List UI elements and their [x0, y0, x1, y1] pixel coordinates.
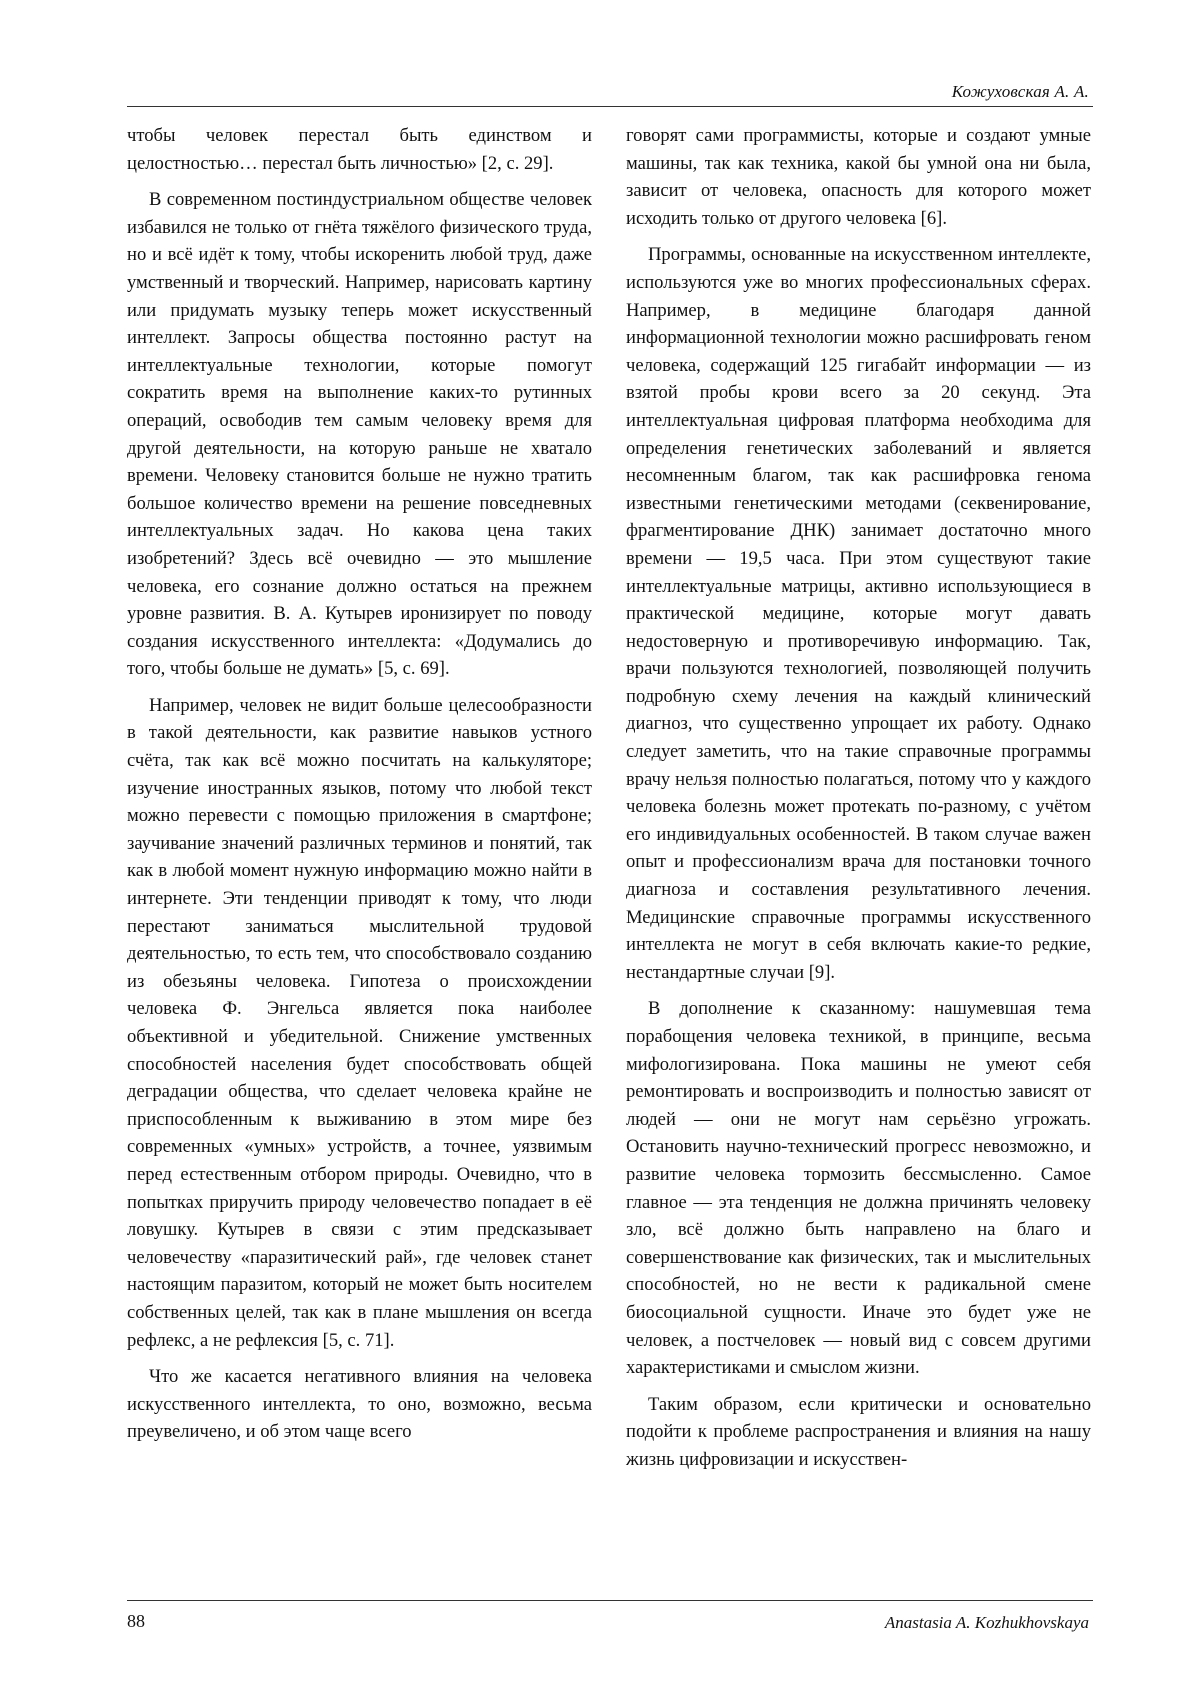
footer-author: Anastasia A. Kozhukhovskaya — [884, 1613, 1089, 1632]
paragraph: Что же касается негативного влияния на человека искусственного интеллекта, то оно, возможно, весьма преувеличено, и об этом чаще всего — [127, 1366, 592, 1443]
page-number: 88 — [127, 1611, 145, 1631]
paragraph: В современном постиндустриальном обществе человек избавился не только от гнёта тяжёлого физического труда, но и всё идёт к тому, чтобы искоренить любой труд, даже умственный и творческий. Например, нарисовать картину или придумать музыку теперь может искусственный интеллект. Запросы общества постоянно растут на интеллектуальные технологии, которые помогут сократить время на выполнение каких-то рутинных операций, освободив тем самым человеку время для другой деятельности, на которую раньше не хватало времени. Человеку становится больше не нужно тратить большое количество времени на решение повседневных интеллектуальных задач. Но какова цена таких изобретений? Здесь всё очевидно — это мышление человека, его сознание должно остаться на прежнем уровне развития. В. А. Кутырев иронизирует по поводу создания искусственного интеллекта: «Додумались до того, чтобы больше не думать» [5, с. 69]. — [127, 189, 592, 680]
left-column — [127, 122, 592, 1446]
paragraph: Например, человек не видит больше целесообразности в такой деятельности, как развитие навыков устного счёта, так как всё можно посчитать на калькуляторе; изучение иностранных языков, потому что любой текст можно перевести с помощью приложения в смартфоне; заучивание значений различных терминов и понятий, так как в любой момент нужную информацию можно найти в интернете. Эти тенденции приводят к тому, что люди перестают заниматься мыслительной трудовой деятельностью, то есть тем, что способствовало созданию из обезьяны человека. Гипотеза о происхождении человека Ф. Энгельса является пока наиболее объективной и убедительной. Снижение умственных способностей населения будет способствовать общей деградации общества, что сделает человека крайне не приспособленным к выживанию в этом мире без современных «умных» устройств, а точнее, уязвимым перед естественным отбором природы. Очевидно, что в попытках приручить природу человечество попадает в её ловушку. Кутырев в связи с этим предсказывает человечеству «паразитический рай», где человек станет настоящим паразитом, который не может быть носителем собственных целей, так как в плане мышления он всегда рефлекс, а не рефлексия [5, с. 71]. — [127, 694, 592, 1351]
paragraph: В дополнение к сказанному: нашумевшая тема порабощения человека техникой, в принципе, весьма мифологизирована. Пока машины не умеют себя ремонтировать и воспроизводить и полностью зависят от людей — они не могут нам серьёзно угрожать. Остановить научно-технический прогресс невозможно, и развитие человека тормозить бессмысленно. Самое главное — эта тенденция не должна причинять человеку зло, всё должно быть направлено на благо и совершенствование как физических, так и мыслительных способностей, но не вести к радикальной смене биосоциальной сущности. Иначе это будет уже не человек, а постчеловек — новый вид с совсем другими характеристиками и смыслом жизни. — [626, 998, 1091, 1379]
paragraph: чтобы человек перестал быть единством и целостностью… перестал быть личностью» [2, с. 29]. — [127, 125, 592, 174]
paragraph: Таким образом, если критически и основательно подойти к проблеме распространения и влияния на нашу жизнь цифровизации и искусствен- — [626, 1393, 1091, 1470]
header-author: Кожуховская А. А. — [951, 82, 1089, 101]
right-column — [626, 122, 1091, 1474]
paragraph: Программы, основанные на искусственном интеллекте, используются уже во многих профессиональных сферах. Например, в медицине благодаря данной информационной технологии можно расшифровать геном человека, содержащий 125 гигабайт информации — из взятой пробы крови всего за 20 секунд. Эта интеллектуальная цифровая платформа необходима для определения генетических заболеваний и является несомненным благом, так как расшифровка генома известными генетическими методами (секвенирование, фрагментирование ДНК) занимает достаточно много времени — 19,5 часа. При этом существуют такие интеллектуальные матрицы, активно использующиеся в практической медицине, которые могут давать недостоверную и противоречивую информацию. Так, врачи пользуются технологией, позволяющей получить подробную схему лечения на каждый клинический диагноз, что существенно упрощает их работу. Однако следует заметить, что на такие справочные программы врачу нельзя полностью полагаться, потому что у каждого человека болезнь может протекать по-разному, с учётом его индивидуальных особенностей. В таком случае важен опыт и профессионализм врача для постановки точного диагноза и составления результативного лечения. Медицинские справочные программы искусственного интеллекта не могут в себя включать какие-то редкие, нестандартные случаи [9]. — [626, 244, 1091, 983]
running-footer — [127, 1600, 1093, 1641]
running-header — [127, 80, 1093, 107]
paragraph: говорят сами программисты, которые и создают умные машины, так как техника, какой бы умной она ни была, зависит от человека, опасность для которого может исходить только от другого человека [6]. — [626, 125, 1091, 229]
